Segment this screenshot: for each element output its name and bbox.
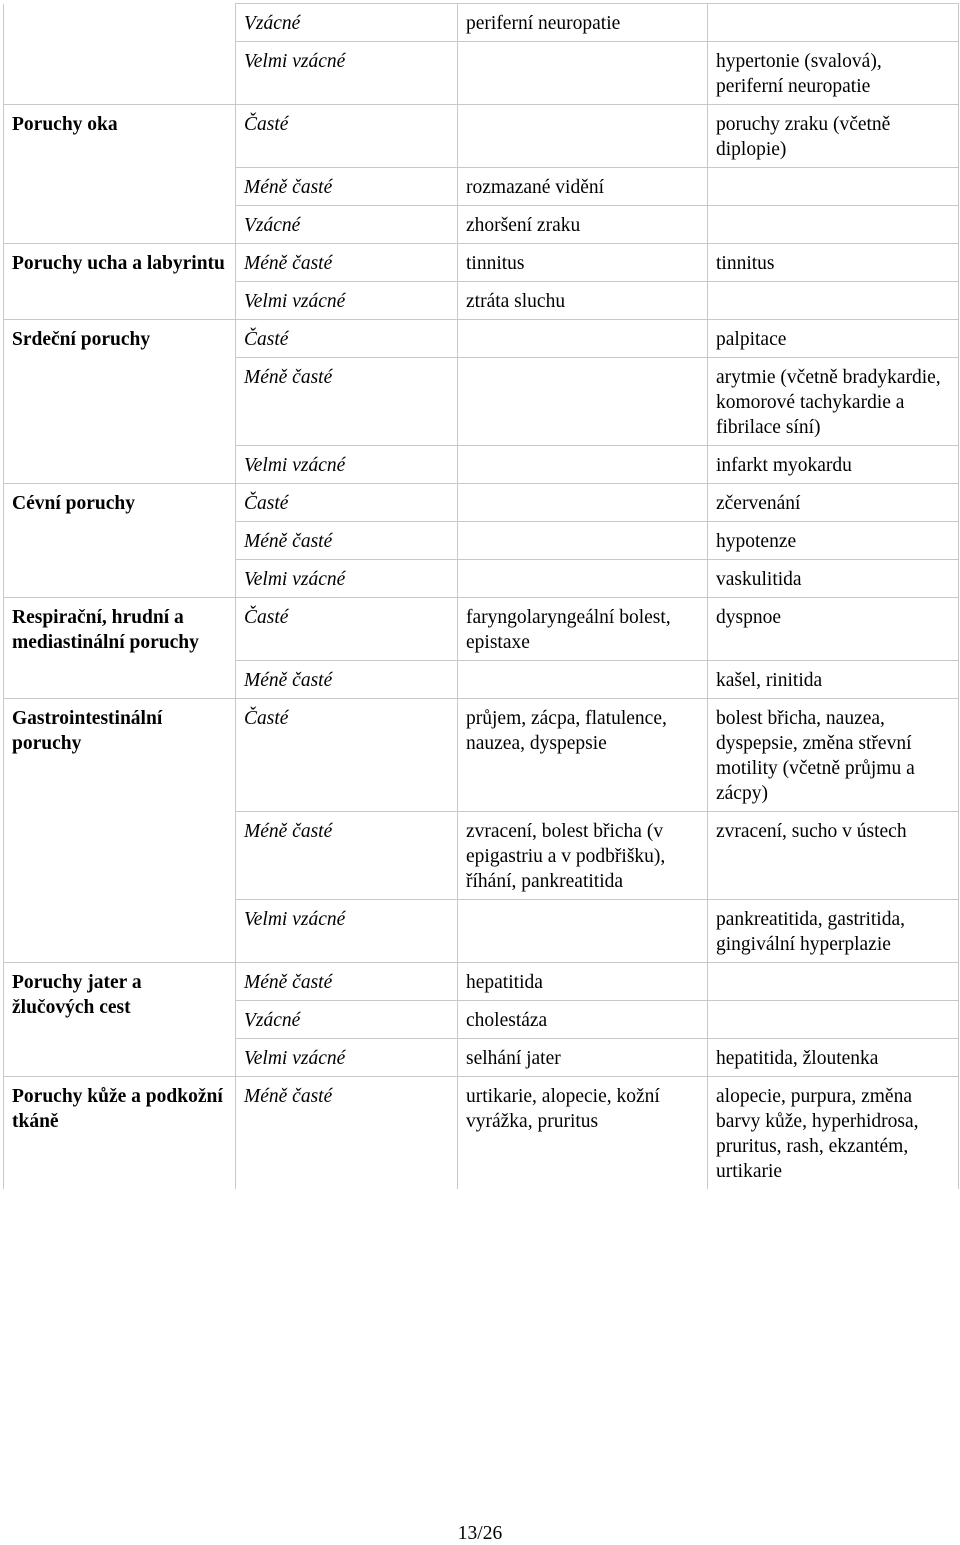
adverse-effects-table bbox=[3, 3, 959, 1189]
soc-cell: Poruchy oka bbox=[4, 105, 236, 244]
effect-cell-col1: urtikarie, alopecie, kožní vyrážka, pruritus bbox=[458, 1077, 708, 1190]
frequency-cell: Časté bbox=[236, 598, 458, 661]
frequency-cell: Méně časté bbox=[236, 812, 458, 900]
effect-cell-col2: kašel, rinitida bbox=[708, 661, 959, 699]
table-row bbox=[4, 105, 959, 168]
frequency-cell: Časté bbox=[236, 484, 458, 522]
table-row bbox=[4, 4, 959, 42]
effect-cell-col1: faryngolaryngeální bolest, epistaxe bbox=[458, 598, 708, 661]
soc-cell: Poruchy jater a žlučových cest bbox=[4, 963, 236, 1077]
effect-cell-col1 bbox=[458, 900, 708, 963]
effect-cell-col1: hepatitida bbox=[458, 963, 708, 1001]
effect-cell-col2 bbox=[708, 1001, 959, 1039]
effect-cell-col1 bbox=[458, 105, 708, 168]
frequency-cell: Velmi vzácné bbox=[236, 282, 458, 320]
effect-cell-col2: hepatitida, žloutenka bbox=[708, 1039, 959, 1077]
effect-cell-col2: dyspnoe bbox=[708, 598, 959, 661]
effect-cell-col2 bbox=[708, 4, 959, 42]
effect-cell-col1: periferní neuropatie bbox=[458, 4, 708, 42]
table-row bbox=[4, 1077, 959, 1190]
soc-cell: Gastrointestinální poruchy bbox=[4, 699, 236, 963]
soc-cell: Respirační, hrudní a mediastinální poruchy bbox=[4, 598, 236, 699]
table-row bbox=[4, 484, 959, 522]
effect-cell-col1: cholestáza bbox=[458, 1001, 708, 1039]
effect-cell-col2: hypotenze bbox=[708, 522, 959, 560]
soc-cell: Srdeční poruchy bbox=[4, 320, 236, 484]
frequency-cell: Vzácné bbox=[236, 4, 458, 42]
effect-cell-col2: alopecie, purpura, změna barvy kůže, hyperhidrosa, pruritus, rash, ekzantém, urtikarie bbox=[708, 1077, 959, 1190]
effect-cell-col2 bbox=[708, 282, 959, 320]
effect-cell-col1 bbox=[458, 320, 708, 358]
table-row bbox=[4, 244, 959, 282]
effect-cell-col2: bolest břicha, nauzea, dyspepsie, změna střevní motility (včetně průjmu a zácpy) bbox=[708, 699, 959, 812]
effect-cell-col1 bbox=[458, 661, 708, 699]
frequency-cell: Časté bbox=[236, 105, 458, 168]
effect-cell-col1 bbox=[458, 484, 708, 522]
effect-cell-col2: hypertonie (svalová), periferní neuropatie bbox=[708, 42, 959, 105]
effect-cell-col1 bbox=[458, 446, 708, 484]
effect-cell-col2: infarkt myokardu bbox=[708, 446, 959, 484]
effect-cell-col1: ztráta sluchu bbox=[458, 282, 708, 320]
effect-cell-col2: palpitace bbox=[708, 320, 959, 358]
effect-cell-col2: tinnitus bbox=[708, 244, 959, 282]
frequency-cell: Méně časté bbox=[236, 358, 458, 446]
frequency-cell: Velmi vzácné bbox=[236, 1039, 458, 1077]
frequency-cell: Velmi vzácné bbox=[236, 900, 458, 963]
effect-cell-col1 bbox=[458, 42, 708, 105]
frequency-cell: Velmi vzácné bbox=[236, 560, 458, 598]
soc-cell: Poruchy ucha a labyrintu bbox=[4, 244, 236, 320]
effect-cell-col2: pankreatitida, gastritida, gingivální hyperplazie bbox=[708, 900, 959, 963]
frequency-cell: Méně časté bbox=[236, 1077, 458, 1190]
frequency-cell: Vzácné bbox=[236, 206, 458, 244]
frequency-cell: Méně časté bbox=[236, 522, 458, 560]
effect-cell-col2: poruchy zraku (včetně diplopie) bbox=[708, 105, 959, 168]
effect-cell-col2: zvracení, sucho v ústech bbox=[708, 812, 959, 900]
effect-cell-col1: průjem, zácpa, flatulence, nauzea, dyspepsie bbox=[458, 699, 708, 812]
effect-cell-col1 bbox=[458, 358, 708, 446]
soc-cell: Poruchy kůže a podkožní tkáně bbox=[4, 1077, 236, 1190]
frequency-cell: Velmi vzácné bbox=[236, 42, 458, 105]
effect-cell-col2: arytmie (včetně bradykardie, komorové tachykardie a fibrilace síní) bbox=[708, 358, 959, 446]
effect-cell-col1 bbox=[458, 560, 708, 598]
effect-cell-col1 bbox=[458, 522, 708, 560]
effect-cell-col1: tinnitus bbox=[458, 244, 708, 282]
effect-cell-col1: rozmazané vidění bbox=[458, 168, 708, 206]
frequency-cell: Méně časté bbox=[236, 244, 458, 282]
table-row bbox=[4, 699, 959, 812]
effect-cell-col2 bbox=[708, 168, 959, 206]
effect-cell-col2: zčervenání bbox=[708, 484, 959, 522]
effect-cell-col1: zhoršení zraku bbox=[458, 206, 708, 244]
effect-cell-col2: vaskulitida bbox=[708, 560, 959, 598]
frequency-cell: Časté bbox=[236, 699, 458, 812]
frequency-cell: Méně časté bbox=[236, 168, 458, 206]
table-row bbox=[4, 963, 959, 1001]
soc-cell: Cévní poruchy bbox=[4, 484, 236, 598]
effect-cell-col1: zvracení, bolest břicha (v epigastriu a v podbřišku), říhání, pankreatitida bbox=[458, 812, 708, 900]
effect-cell-col2 bbox=[708, 206, 959, 244]
effect-cell-col2 bbox=[708, 963, 959, 1001]
soc-cell bbox=[4, 4, 236, 105]
frequency-cell: Méně časté bbox=[236, 661, 458, 699]
frequency-cell: Méně časté bbox=[236, 963, 458, 1001]
frequency-cell: Vzácné bbox=[236, 1001, 458, 1039]
table-row bbox=[4, 598, 959, 661]
frequency-cell: Velmi vzácné bbox=[236, 446, 458, 484]
table-row bbox=[4, 320, 959, 358]
page-number: 13/26 bbox=[457, 1523, 503, 1544]
frequency-cell: Časté bbox=[236, 320, 458, 358]
effect-cell-col1: selhání jater bbox=[458, 1039, 708, 1077]
